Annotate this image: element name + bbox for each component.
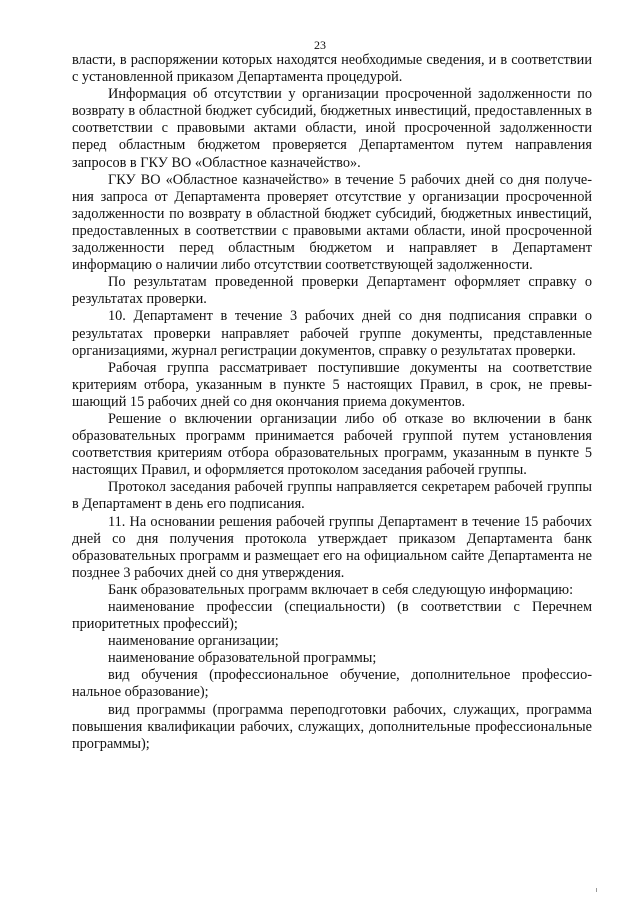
- paragraph-item-10: 10. Департамент в течение 3 рабочих дней со дня подписания справки о результатах проверки направляет рабочей группе документы, представленные организациями, журнал регистрации документов, справку о результатах проверки.: [72, 308, 592, 359]
- paragraph-bank-contents: Банк образовательных программ включает в себя следующую информацию:: [108, 581, 574, 598]
- paragraph-treasury-check: ГКУ ВО «Областное казначейство» в течение 5 рабочих дней со дня получения запроса от Департамента проверяет отсутствие у организации просроченной задолженности по возврату в областной бюджет субсидий, бюджетных инвестиций, предоставленных в соответствии с правовыми актами области, иной просроченной задолженности перед областным бюджетом и направляет в Департамент информацию о наличии либо отсутствии соответствующей задолженности.: [72, 171, 592, 274]
- list-item-training-type: вид обучения (профессиональное обучение, дополнительное профессиональное образование);: [72, 667, 592, 701]
- list-item-profession: наименование профессии (специальности) (в соответствии с Перечнем приоритетных профессий);: [72, 599, 592, 633]
- page-number: 23: [314, 38, 326, 52]
- paragraph-inclusion-decision: Решение о включении организации либо об отказе во включении в банк образовательных программ принимается рабочей группой путем установления соответствия критериям отбора образовательных программ, указанным в пункте 5 настоящих Правил, и оформляется протоколом заседания рабочей группы.: [72, 410, 592, 479]
- paragraph-continuation: власти, в распоряжении которых находятся необходимые сведения, и в соответствии с установленной приказом Департамента процедурой.: [72, 52, 592, 86]
- paragraph-debt-info: Информация об отсутствии у организации просроченной задолженности по возврату в областной бюджет субсидий, бюджетных инвестиций, предоставленных в соответствии с правовыми актами области, иной просроченной задолженности перед областным бюджетом проверяется Департаментом путем направления запросов в ГКУ ВО «Областное казначейство».: [72, 86, 592, 171]
- list-item-program-type: вид программы (программа переподготовки рабочих, служащих, программа повышения квалификации рабочих, служащих, дополнительные профессиональные программы);: [72, 701, 592, 752]
- list-item-program-name: наименование образовательной программы;: [108, 650, 377, 667]
- paragraph-working-group-review: Рабочая группа рассматривает поступившие документы на соответствие критериям отбора, указанным в пункте 5 настоящих Правил, в срок, не превышающий 15 рабочих дней со дня окончания приема документов.: [72, 359, 592, 410]
- paragraph-protocol: Протокол заседания рабочей группы направляется секретарем рабочей группы в Департамент в день его подписания.: [72, 479, 592, 513]
- paragraph-item-11: 11. На основании решения рабочей группы Департамент в течение 15 рабочих дней со дня получения протокола утверждает приказом Департамента банк образовательных программ и размещает его на официальном сайте Департамента не позднее 3 рабочих дней со дня утверждения.: [72, 513, 592, 581]
- document-body: [72, 52, 592, 753]
- scan-mark: [596, 888, 597, 892]
- paragraph-check-results: По результатам проведенной проверки Департамент оформляет справку о результатах проверки.: [72, 274, 592, 308]
- list-item-organization: наименование организации;: [108, 633, 279, 650]
